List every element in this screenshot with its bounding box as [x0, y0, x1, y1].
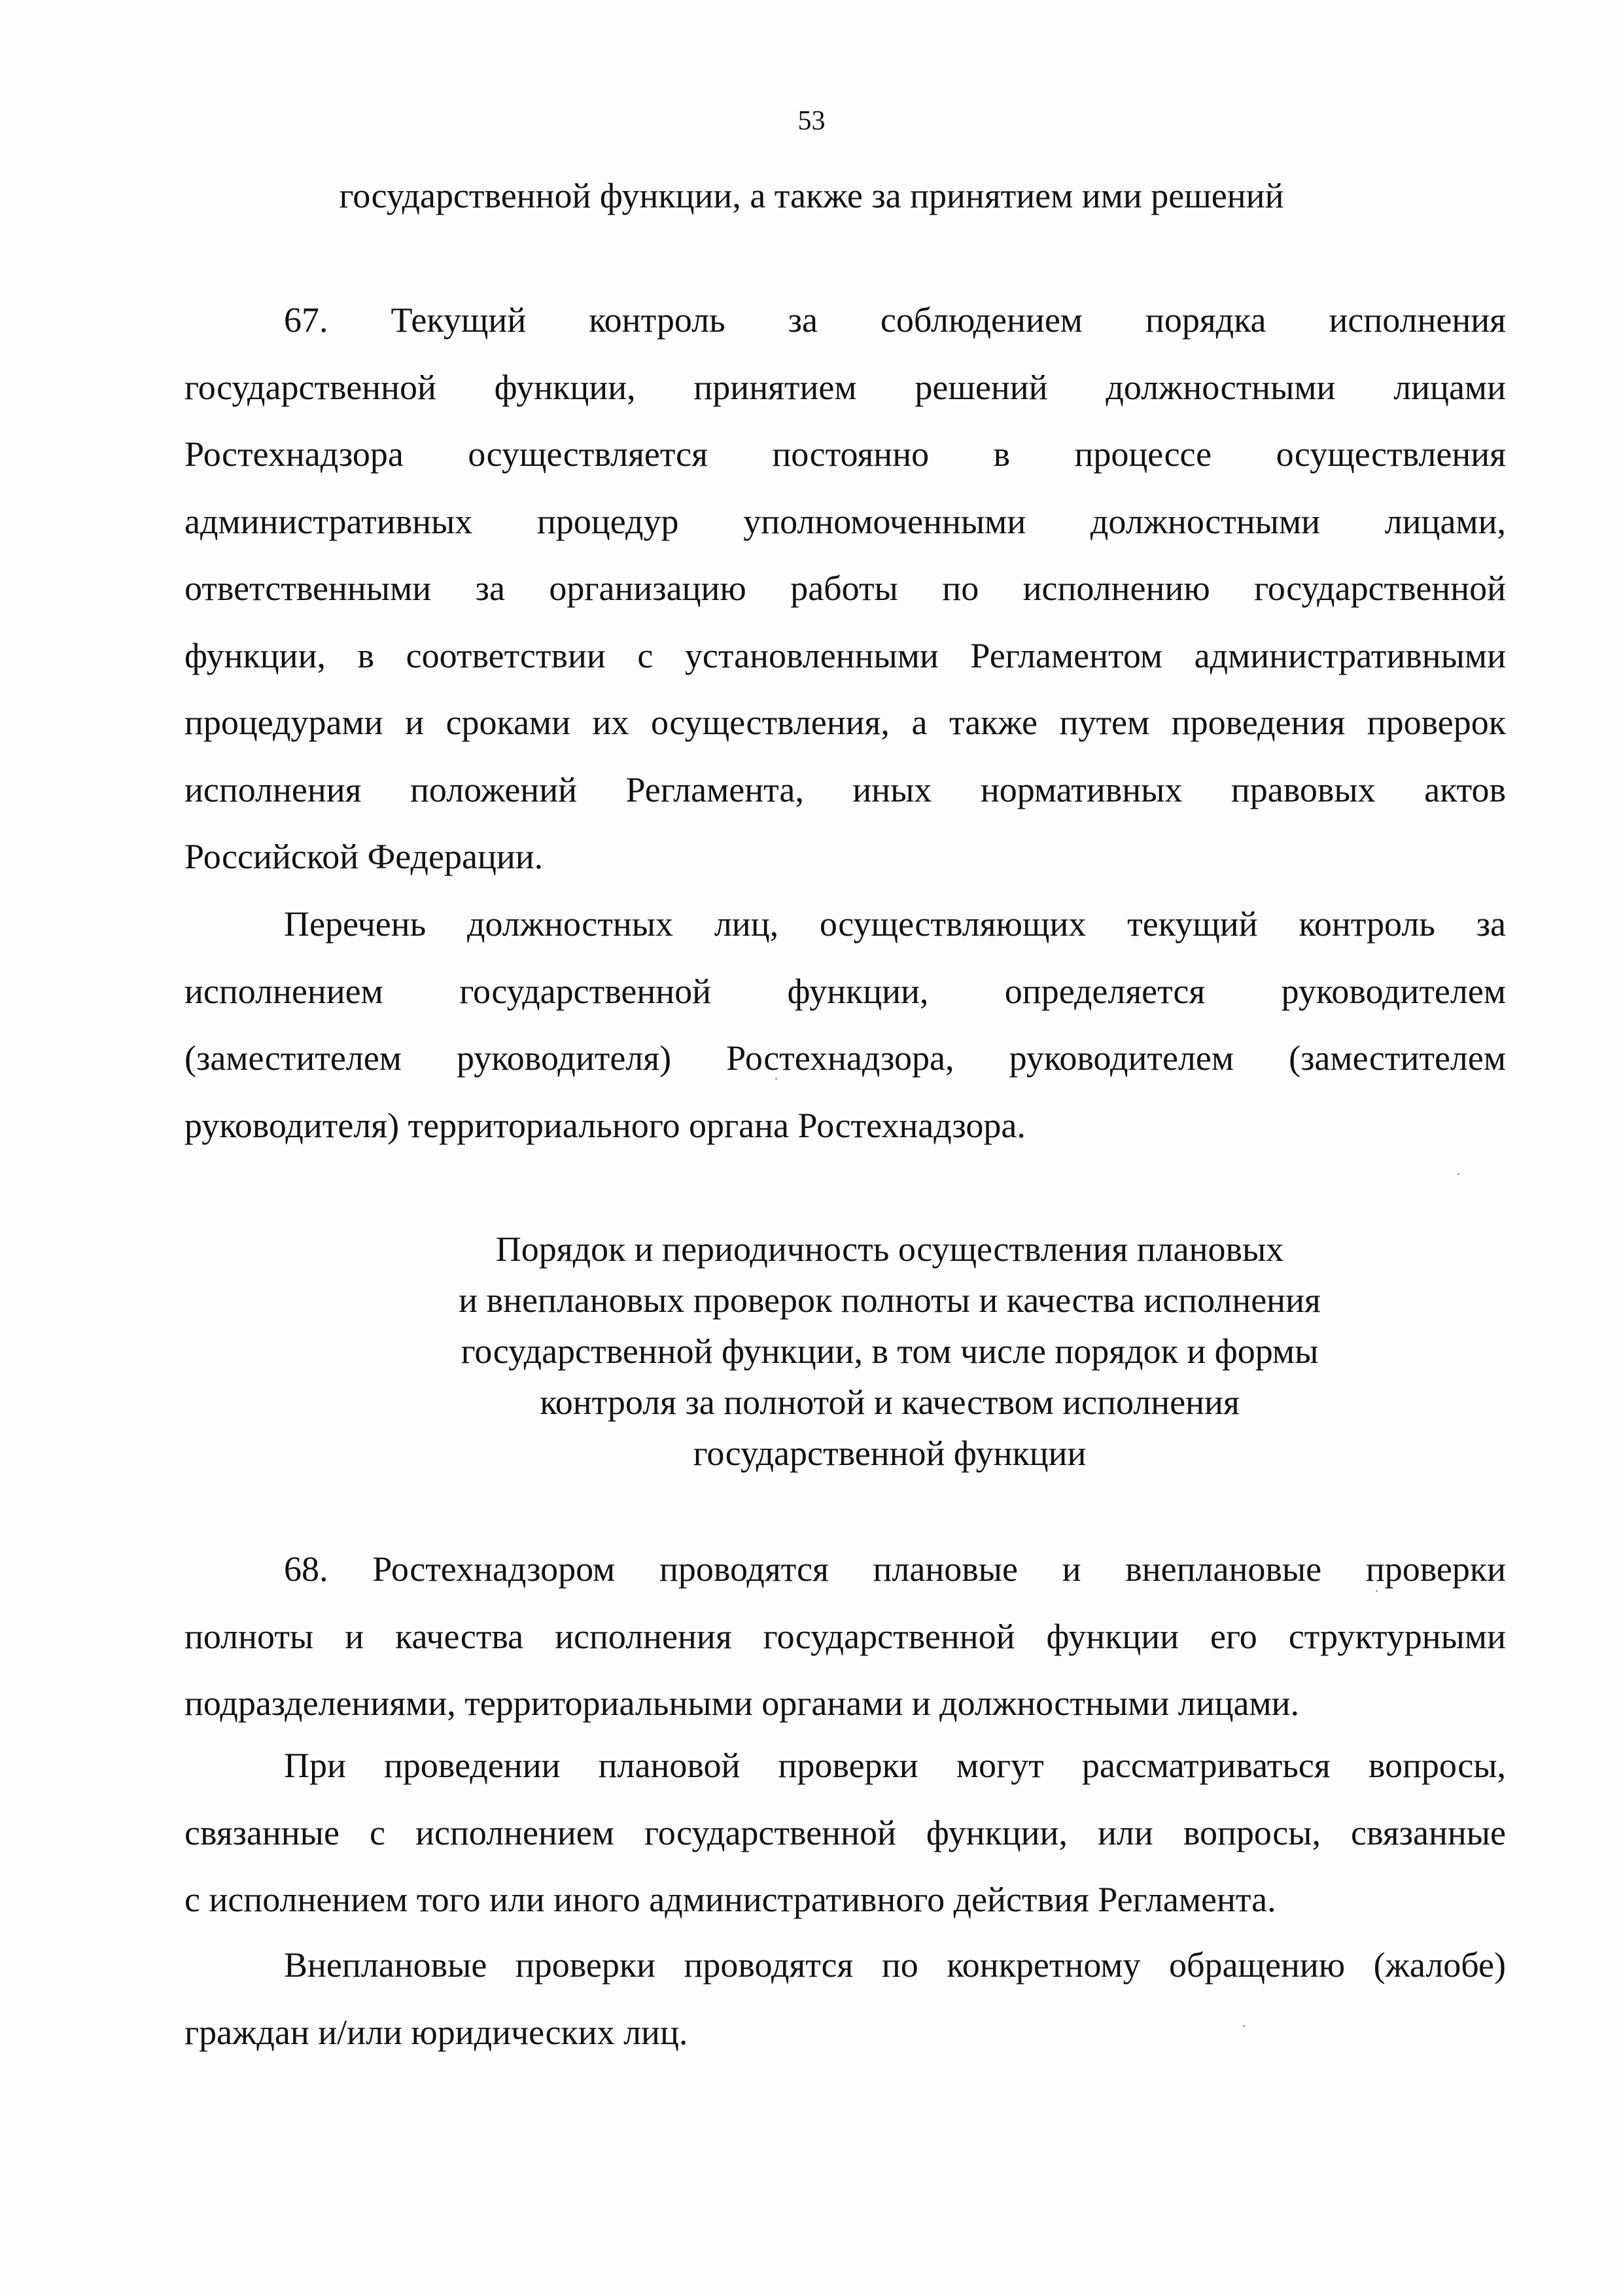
top-continuation-line: государственной функции, а также за принятием ими решений: [339, 176, 1284, 215]
paragraph-officials-list: [184, 891, 1506, 1159]
paragraph-line: с исполнением того или иного административного действия Регламента.: [184, 1880, 1276, 1919]
paragraph-line: ответственными за организацию работы по исполнению государственной: [184, 569, 1506, 608]
paragraph-line: полноты и качества исполнения государственной функции его структурными: [184, 1616, 1506, 1656]
scan-speck: [1376, 1590, 1378, 1592]
paragraph-line: Перечень должностных лиц, осуществляющих текущий контроль за: [284, 904, 1506, 944]
paragraph-line: исполнением государственной функции, определяется руководителем: [184, 971, 1506, 1011]
page-number: 53: [797, 106, 826, 136]
paragraph-line: граждан и/или юридических лиц.: [184, 2012, 688, 2052]
heading-line: и внеплановых проверок полноты и качества исполнения: [459, 1280, 1321, 1320]
scan-speck: [1457, 1173, 1459, 1175]
scan-speck: [1243, 2025, 1245, 2027]
paragraph-line: административных процедур уполномоченными должностными лицами,: [184, 501, 1506, 541]
paragraph-line: руководителя) территориального органа Ростехнадзора.: [184, 1105, 1026, 1145]
paragraph-line: подразделениями, территориальными органами и должностными лицами.: [184, 1684, 1300, 1723]
section-heading: [184, 1224, 1595, 1479]
paragraph-line: связанные с исполнением государственной функции, или вопросы, связанные: [184, 1812, 1506, 1852]
paragraph-line: (заместителем руководителя) Ростехнадзора, руководителем (заместителем: [184, 1038, 1506, 1078]
paragraph-line: 68. Ростехнадзором проводятся плановые и внеплановые проверки: [284, 1549, 1506, 1589]
paragraph-line: исполнения положений Регламента, иных нормативных правовых актов: [184, 769, 1506, 809]
heading-line: государственной функции, в том числе порядок и формы: [461, 1332, 1319, 1371]
paragraph-67: [184, 287, 1506, 891]
paragraph-line: 67. Текущий контроль за соблюдением порядка исполнения: [284, 300, 1506, 340]
heading-line: государственной функции: [693, 1434, 1087, 1473]
paragraph-line: Российской Федерации.: [184, 837, 544, 876]
paragraph-line: государственной функции, принятием решений должностными лицами: [184, 367, 1506, 407]
heading-line: Порядок и периодичность осуществления плановых: [495, 1229, 1284, 1269]
paragraph-unplanned-inspection: [184, 1932, 1506, 2066]
paragraph-line: Ростехнадзора осуществляется постоянно в процессе осуществления: [184, 434, 1506, 474]
paragraph-line: функции, в соответствии с установленными Регламентом административными: [184, 635, 1506, 675]
scan-speck: [775, 1078, 777, 1080]
paragraph-line: процедурами и сроками их осуществления, а также путем проведения проверок: [184, 703, 1506, 742]
heading-line: контроля за полнотой и качеством исполнения: [540, 1383, 1240, 1422]
paragraph-line: При проведении плановой проверки могут рассматриваться вопросы,: [284, 1746, 1506, 1785]
paragraph-line: Внеплановые проверки проводятся по конкретному обращению (жалобе): [284, 1945, 1506, 1985]
paragraph-planned-inspection: [184, 1732, 1506, 1934]
paragraph-68: [184, 1536, 1506, 1737]
